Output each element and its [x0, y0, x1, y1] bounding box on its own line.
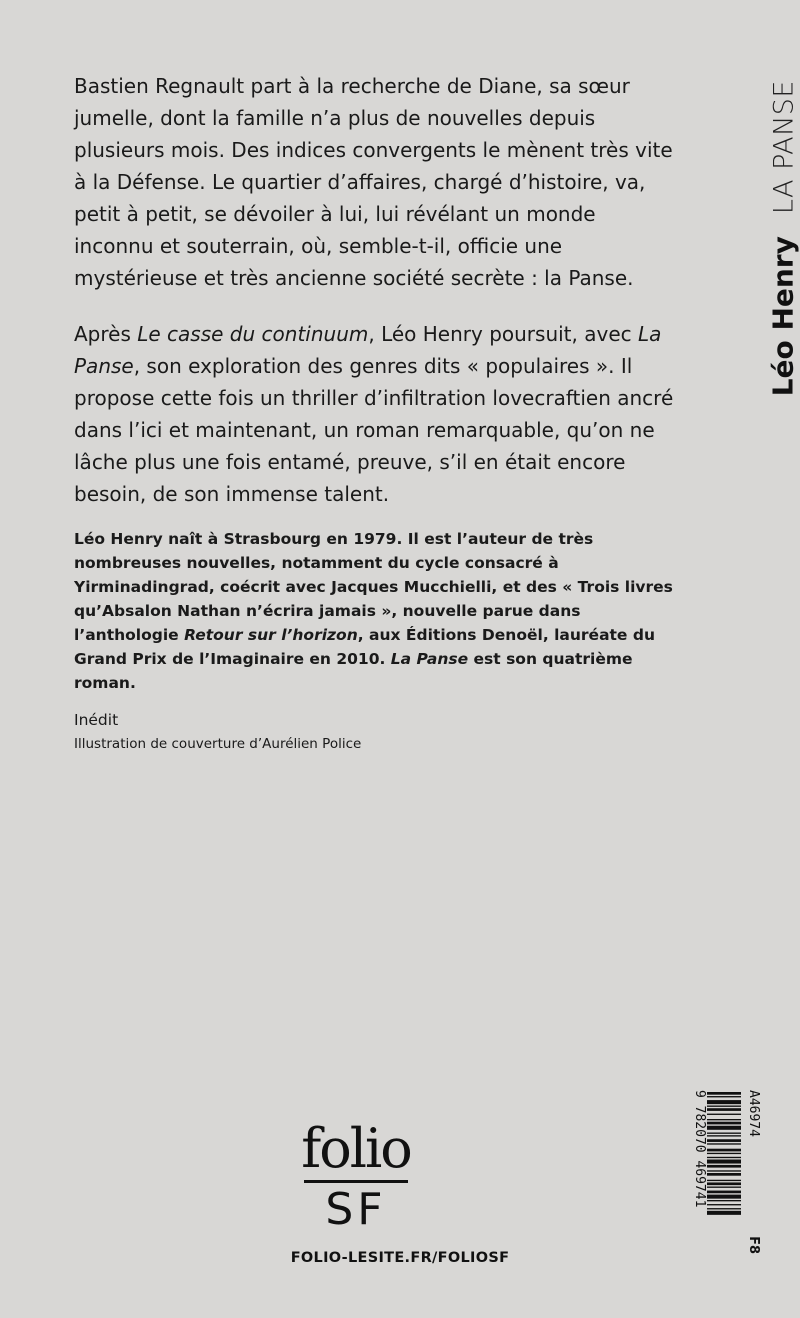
barcode-bar — [707, 1139, 741, 1142]
barcode-bar — [707, 1160, 741, 1164]
barcode-bar — [707, 1173, 741, 1176]
barcode-bar — [707, 1143, 741, 1144]
bio-text: , aux Éditions Denoël, lauréate du Grand Prix de l’Imaginaire en 2010. — [74, 626, 655, 668]
illustration-credit: Illustration de couverture d’Aurélien Police — [74, 736, 362, 752]
barcode-bar — [707, 1149, 741, 1152]
barcode-bar — [707, 1200, 741, 1201]
barcode-product-code: A46974 — [746, 1090, 761, 1137]
barcode-price-code: F8 — [746, 1236, 761, 1254]
barcode-bar — [707, 1135, 741, 1136]
barcode-bar — [707, 1133, 741, 1134]
barcode-bars — [707, 1090, 741, 1260]
barcode-bar — [707, 1187, 741, 1188]
barcode-bar — [707, 1100, 741, 1104]
barcode-bar — [707, 1204, 741, 1205]
back-cover-commentary — [74, 318, 674, 510]
barcode-bar — [707, 1208, 741, 1209]
barcode-bar — [707, 1180, 741, 1181]
barcode-rotated — [689, 1090, 761, 1260]
barcode-bar — [707, 1122, 741, 1125]
barcode-digits: 9 782070 469741 — [692, 1090, 707, 1208]
spine-title: LA PANSE — [768, 80, 799, 215]
author-biography — [74, 527, 674, 695]
bio-text: Léo Henry naît à Strasbourg en 1979. Il est l’auteur de très nombreuses nouvelles, notamment du cycle consacré à Yirminadingrad, coécrit avec Jacques Mucchielli, et des « Trois livres qu’Absalon Nathan n’écrira jamais », nouvelle parue dans l’anthologie — [74, 530, 673, 644]
barcode-bar — [707, 1106, 741, 1107]
spine-author: Léo Henry — [766, 236, 799, 397]
barcode-bar — [707, 1114, 741, 1115]
commentary-text: , Léo Henry poursuit, avec — [368, 322, 638, 346]
barcode-block — [689, 1090, 761, 1260]
commentary-text: , son exploration des genres dits « populaires ». Il propose cette fois un thriller d’infiltration lovecraftien ancré dans l’ici et maintenant, un roman remarquable, qu’on ne lâche plus une fois entamé, preuve, s’il en était encore besoin, de son immense talent. — [74, 354, 674, 506]
book-title-inline: La Panse — [74, 322, 662, 378]
inedit-label: Inédit — [74, 711, 119, 729]
barcode-bar — [707, 1092, 741, 1095]
barcode-bar — [707, 1211, 741, 1215]
logo-divider — [304, 1180, 408, 1183]
barcode-bar — [707, 1119, 741, 1120]
folio-sf-logo — [300, 1117, 412, 1235]
barcode-bar — [707, 1126, 741, 1130]
barcode-bar — [707, 1108, 741, 1111]
barcode-bar — [707, 1096, 741, 1097]
barcode-bar — [707, 1191, 741, 1194]
anthology-title: Retour sur l’horizon — [184, 626, 358, 644]
publisher-website: FOLIO-LESITE.FR/FOLIOSF — [290, 1250, 510, 1266]
barcode-bar — [707, 1170, 741, 1171]
barcode-bar — [707, 1165, 741, 1168]
barcode-bar — [707, 1182, 741, 1185]
barcode-bar — [707, 1195, 741, 1199]
book-title-inline: La Panse — [390, 650, 469, 668]
spine-text — [767, 80, 799, 396]
barcode-bar — [707, 1157, 741, 1158]
commentary-text: Après — [74, 322, 138, 346]
back-cover-summary: Bastien Regnault part à la recherche de Diane, sa sœur jumelle, dont la famille n’a plus de nouvelles depuis plusieurs mois. Des indices convergents le mènent très vite à la Défense. Le quartier d’affaires, chargé d’histoire, va, petit à petit, se dévoiler à lui, lui révélant un monde inconnu et souterrain, où, semble-t-il, officie une mystérieuse et très ancienne société secrète : la Panse. — [74, 74, 673, 290]
folio-wordmark: folio — [301, 1117, 411, 1180]
barcode-bar — [707, 1153, 741, 1154]
sf-wordmark: SF — [325, 1184, 387, 1235]
bio-text: est son quatrième roman. — [74, 650, 633, 692]
previous-book-title: Le casse du continuum — [137, 322, 369, 346]
